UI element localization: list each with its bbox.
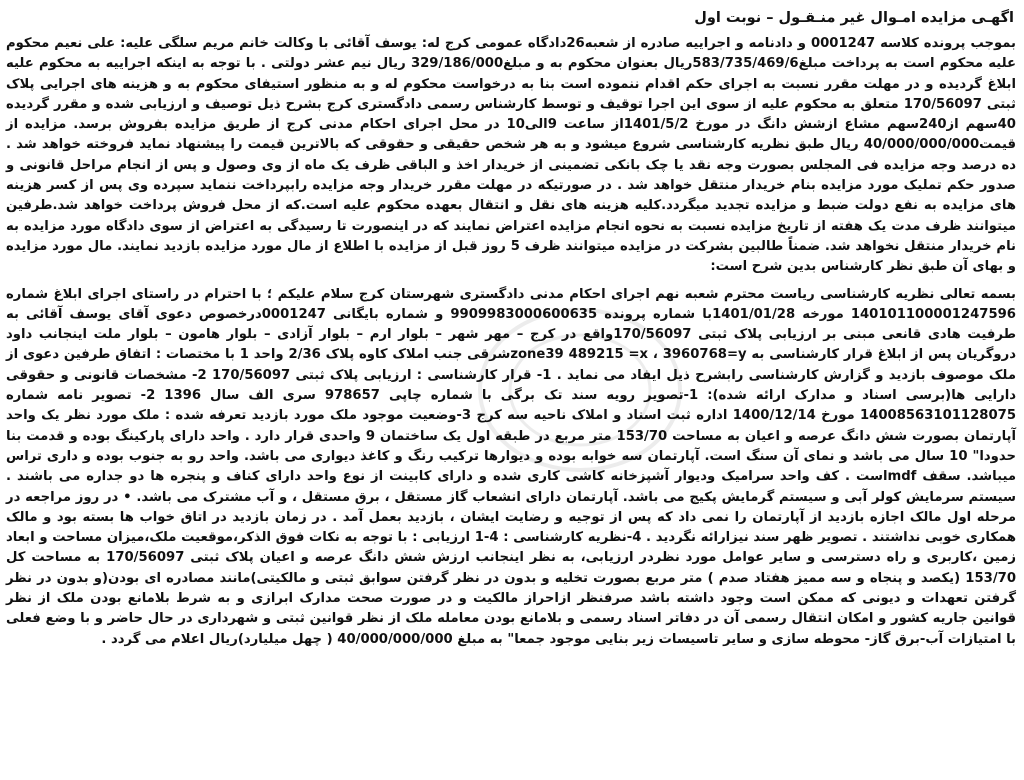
auction-notice (6, 2, 1016, 780)
notice-paragraph-summons: بموجب پرونده کلاسه 0001247 و دادنامه و اجراییه صادره از شعبه26دادگاه عمومی کرج له: یوسف آقائی با وکالت خانم مریم سلگی علیه: علی نعیم محکوم علیه محکوم است به پرداخت مبلغ583/735/469/6ریال بعنوان محکوم به و مبلغ329/186/000 ریال نیم عشر دولتی . با توجه به اینکه اجراییه به محکوم علیه ابلاغ گردیده و در مهلت مقرر نسبت به اجرای حکم اقدام ننموده است بنا به درخواست محکوم له و به منظور استیفای محکوم به و هزینه های اجرایی پلاک ثبتی 170/56097 متعلق به محکوم علیه از سوی این اجرا توقیف و توسط کارشناس رسمی دادگستری کرج بشرح ذیل توصیف و ارزیابی شده و مقرر گردیده 40سهم از240سهم مشاع ازشش دانگ در مورخ 1401/5/2از ساعت 9الی10 در محل اجرای احکام مدنی کرج از طریق مزایده بفروش برسد. مزایده از قیمت40/000/000/000 ریال طبق نظریه کارشناسی شروع میشود و به هر شخص حقیقی و حقوقی که بالاترین قیمت را پیشنهاد نماید فروخته خواهد شد . ده درصد وجه مزایده فی المجلس بصورت وجه نقد یا چک بانکی تضمینی از خریدار اخذ و الباقی ظرف یک ماه از وی وصول و پس از انجام مراحل قانونی و صدور حکم تملیک مورد مزایده بنام خریدار منتقل خواهد شد . در صورتیکه در مهلت مقرر خریدار وجه مزایده رابپرداخت ننماید سپرده وی پس از کسر هزینه های مزایده به نفع دولت ضبط و مزایده تجدید میگردد.کلیه هزینه های نقل و انتقال بعهده محکوم علیه است.که از محل فروش پرداخت خواهد شد.طرفین میتوانند ظرف مدت یک هفته از تاریخ مزایده نسبت به نحوه انجام مزایده اعتراض نمایند که در اینصورت تا رسیدگی به اعتراض از سوی دادگاه مورد مزایده به نام خریدار منتقل نخواهد شد. ضمناً طالبین بشرکت در مزایده میتوانند ظرف 5 روز قبل از مزایده با اطلاع از مال مورد مزایده بازدید نمایند. مال مورد مزایده و بهای آن طبق نظر کارشناس بدین شرح است: (6, 36, 1017, 275)
paragraph-divider (6, 278, 1016, 285)
notice-title: اگهـی مزایده امـوال غیر منـقـول – نوبت اول (694, 10, 1014, 26)
notice-paragraph-expert-report: بسمه تعالی نظریه کارشناسی ریاست محترم شعبه نهم اجرای احکام مدنی دادگستری شهرستان کرج سلام علیکم ؛ با احترام در راستای اجرای ابلاغ شماره 140101100001247596 مورخه 1401/01/28با شماره پرونده 9909983000600635 و شماره بایگانی 0001247درخصوص دعوی آقای یوسف آقائی به طرفیت هادی قانعی مبنی بر ارزیابی پلاک ثبتی 170/56097واقع در کرج – مهر شهر – بلوار ارم – بلوار آزادی – بلوار هامون – بلوار ملت اینجانب داود دروگریان پس از ابلاغ قرار کارشناسی به zone39 489215 =x ، 3960768=yشرقی جنب املاک کاوه پلاک 2/36 واحد 1 با مختصات : اتفاق طرفین دعوی از ملک موصوف بازدید و گزارش کارشناسی رابشرح ذیل ایفاد می نماید . 1- قرار کارشناسی : ارزیابی پلاک ثبتی 170/56097 2- مشخصات قانونی و حقوقی دارایی ها(برسی اسناد و مدارک ارائه شده): 1-تصویر رویه سند تک برگی با شماره چاپی 978657 سری الف سال 1396 2- تصویر نامه شماره 14008563101128075 مورخ 1400/12/14 اداره ثبت اسناد و املاک ناحیه سه کرج 3-وضعیت موجود ملک مورد بازدید تعرفه شده : ملک مورد نظر یک واحد آپارتمان بصورت شش دانگ عرصه و اعیان به مساحت 153/70 متر مربع در طبقه اول یک ساختمان 9 واحدی قرار دارد . واحد دارای پارکینگ بوده و قدمت بنا حدودا" 10 سال می باشد و نمای آن سنگ است. آپارتمان سه خوابه بوده و دیوارها ترکیب رنگ و کاغذ دیواری می باشد. واحد رو به جنوب بوده و داری تراس میباشد. سقف mdfاست . کف واحد سرامیک ودیوار آشپزخانه کاشی کاری شده و دارای کابینت از نوع واحد دارای کناف و پنجره ها دو جداره می باشند . سیستم سرمایش کولر آبی و سیستم گرمایش پکیج می باشد. آپارتمان دارای انشعاب گاز مستقل ، برق مستقل ، و آب مشترک می باشد. • در روز مراجعه در مرحله اول مالک اجازه بازدید از آپارتمان را نمی داد که پس از توجیه و رضایت ایشان ، بازدید بعمل آمد . در زمان بازدید در اتاق خواب ها بسته بود و مالک همکاری خوبی نداشتند . تصویر ظهر سند نیزارائه نگردید . 4-نظریه کارشناسی : 4-1 ارزیابی : با توجه به نکات فوق الذکر،موقعیت ملک،میزان مساحت و ابعاد زمین ،کاربری و راه دسترسی و سایر عوامل مورد نظردر ارزیابی، به نظر اینجانب ارزش شش دانگ عرصه و اعیان پلاک ثبتی 170/56097 به مساحت کل 153/70 (یکصد و پنجاه و سه ممیز هفتاد صدم ) متر مربع بصورت تخلیه و بدون در نظر گرفتن سوابق ثبتی و مالکیتی)مانند مصادره ای بودن(و بدون در نظر گرفتن تعهدات و دیونی که ممکن است وجود داشته باشد صرفنظر ازاحراز مالکیت و در صورت صحت مدارک ابرازی و به شرط بلامانع بودن ملک از نظر قوانین جاریه کشور و امکان انتقال رسمی آن در دفاتر اسناد رسمی و بلامانع بودن معامله ملک از نظر قوانین ثبتی و شهرداری در حال حاضر و با وضع فعلی با امتیازات آب-برق گاز- محوطه سازی و سایر تاسیسات زیر بنایی موجود جمعا" به مبلغ 40/000/000/000 ( چهل میلیارد)ریال اعلام می گردد . (6, 286, 1017, 647)
